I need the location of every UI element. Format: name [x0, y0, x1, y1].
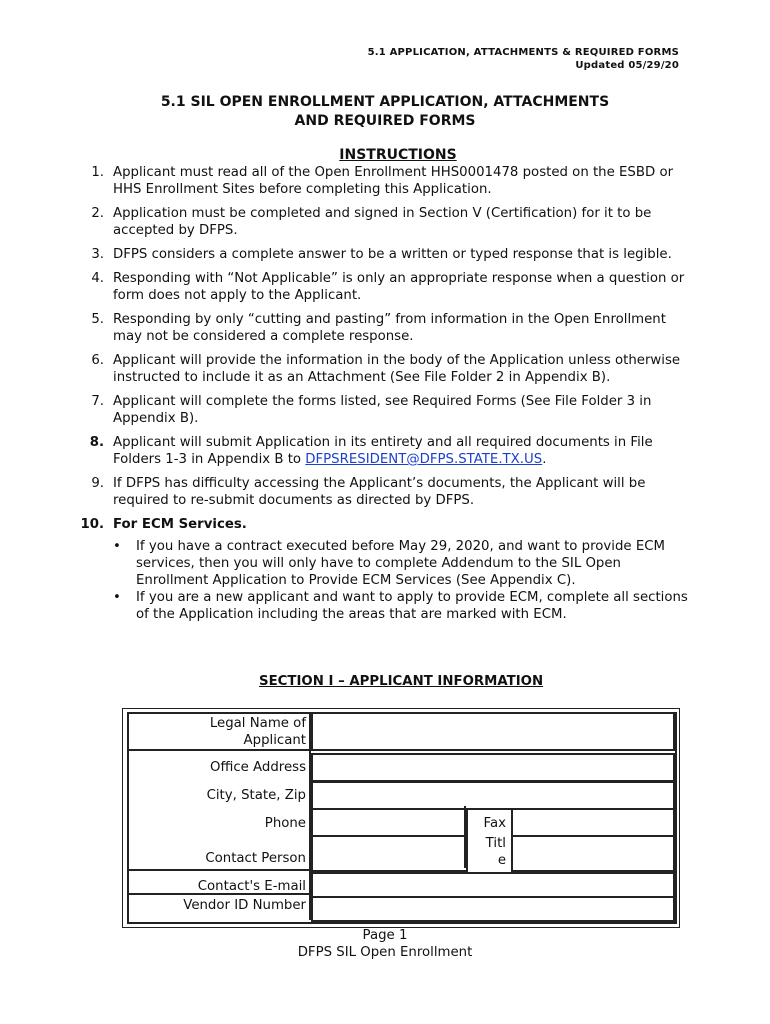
page-title [0, 93, 770, 131]
item-number: 6. [91, 353, 104, 368]
vendor-id-label: Vendor ID Number [183, 898, 306, 913]
item-number: 2. [91, 206, 104, 221]
item-number: 5. [91, 312, 104, 327]
ecm-title: For ECM Services. [113, 517, 247, 532]
list-item [0, 205, 690, 239]
section-heading: SECTION I – APPLICANT INFORMATION [259, 674, 544, 689]
title-field[interactable] [511, 835, 675, 872]
page-title-line1: 5.1 SIL OPEN ENROLLMENT APPLICATION, ATTACHMENTS [160, 94, 610, 110]
legal-name-label-line2: Applicant [243, 733, 306, 748]
list-item [0, 475, 690, 509]
city-state-zip-field[interactable] [311, 781, 675, 810]
item-text: Responding by only “cutting and pasting” from information in the Open Enrollment may not be considered a complete response. [113, 312, 666, 344]
bullet-text: If you have a contract executed before May 29, 2020, and want to provide ECM services, then you will only have to complete Addendum to the SIL Open Enrollment Application to Provide ECM Services (See Appendix C). [136, 539, 665, 588]
contact-person-label: Contact Person [205, 851, 306, 866]
bullet-text: If you are a new applicant and want to apply to provide ECM, complete all sections of the Application including the areas that are marked with ECM. [136, 590, 688, 622]
item-number: 3. [91, 247, 104, 262]
ecm-bullets [113, 538, 690, 623]
running-header [368, 46, 679, 72]
instructions-list [0, 164, 690, 630]
item-number: 9. [91, 476, 104, 491]
fax-label: Fax [483, 816, 506, 831]
page-number: Page 1 [362, 928, 408, 943]
phone-label: Phone [264, 816, 306, 831]
running-header-line1: 5.1 APPLICATION, ATTACHMENTS & REQUIRED FORMS [367, 47, 679, 58]
item-number: 1. [91, 165, 104, 180]
fax-field[interactable] [511, 808, 675, 837]
list-item-ecm [0, 516, 690, 623]
legal-name-label-line1: Legal Name of [209, 716, 306, 731]
item-text-end: . [542, 452, 547, 467]
contact-person-field[interactable] [311, 835, 468, 872]
list-item [0, 393, 690, 427]
bullet-icon: • [113, 590, 121, 605]
item-text: Applicant will complete the forms listed, see Required Forms (See File Folder 3 in Appendix B). [113, 394, 652, 426]
list-item [0, 164, 690, 198]
list-item [0, 352, 690, 386]
title-label-line2: e [497, 853, 506, 868]
title-label [466, 835, 506, 869]
bullet-item [113, 538, 690, 589]
city-state-zip-label: City, State, Zip [206, 788, 306, 803]
list-item [0, 270, 690, 304]
legal-name-field[interactable] [311, 712, 675, 751]
instructions-heading: INSTRUCTIONS [339, 147, 457, 163]
legal-name-label [130, 715, 306, 749]
item-number: 4. [91, 271, 104, 286]
row-divider [129, 749, 311, 751]
item-text: Applicant will provide the information in the body of the Application unless otherwise instructed to include it as an Attachment (See File Folder 2 in Appendix B). [113, 353, 681, 385]
contact-email-label: Contact's E-mail [197, 879, 306, 894]
item-text: Application must be completed and signed in Section V (Certification) for it to be accepted by DFPS. [113, 206, 652, 238]
email-link[interactable]: DFPSRESIDENT@DFPS.STATE.TX.US [305, 452, 543, 467]
item-text: DFPS considers a complete answer to be a written or typed response that is legible. [113, 247, 672, 262]
item-number: 10. [80, 517, 104, 532]
contact-email-field[interactable] [311, 872, 675, 898]
office-address-label: Office Address [210, 760, 306, 775]
item-text: Responding with “Not Applicable” is only an appropriate response when a question or form does not apply to the Applicant. [113, 271, 685, 303]
item-text: Applicant must read all of the Open Enrollment HHS0001478 posted on the ESBD or HHS Enrollment Sites before completing this Application. [113, 165, 674, 197]
bullet-item [113, 589, 690, 623]
item-number: 7. [91, 394, 104, 409]
page-title-line2: AND REQUIRED FORMS [294, 113, 476, 129]
list-item [0, 246, 690, 263]
running-header-line2: Updated 05/29/20 [575, 60, 679, 71]
vendor-id-field[interactable] [311, 896, 675, 922]
item-number: 8. [89, 435, 104, 450]
item-text: Applicant will submit Application in its entirety and all required documents in File Folders 1-3 in Appendix B to [113, 435, 653, 467]
title-label-line1: Titl [485, 836, 506, 851]
phone-field[interactable] [311, 808, 468, 837]
footer-doc-name: DFPS SIL Open Enrollment [297, 945, 473, 960]
page-footer [0, 927, 770, 961]
row-divider [129, 869, 311, 871]
column-divider [309, 714, 311, 920]
bullet-icon: • [113, 539, 121, 554]
office-address-field[interactable] [311, 753, 675, 782]
item-text: If DFPS has difficulty accessing the Applicant’s documents, the Applicant will be required to re-submit documents as directed by DFPS. [113, 476, 646, 508]
list-item [0, 311, 690, 345]
list-item [0, 434, 690, 468]
